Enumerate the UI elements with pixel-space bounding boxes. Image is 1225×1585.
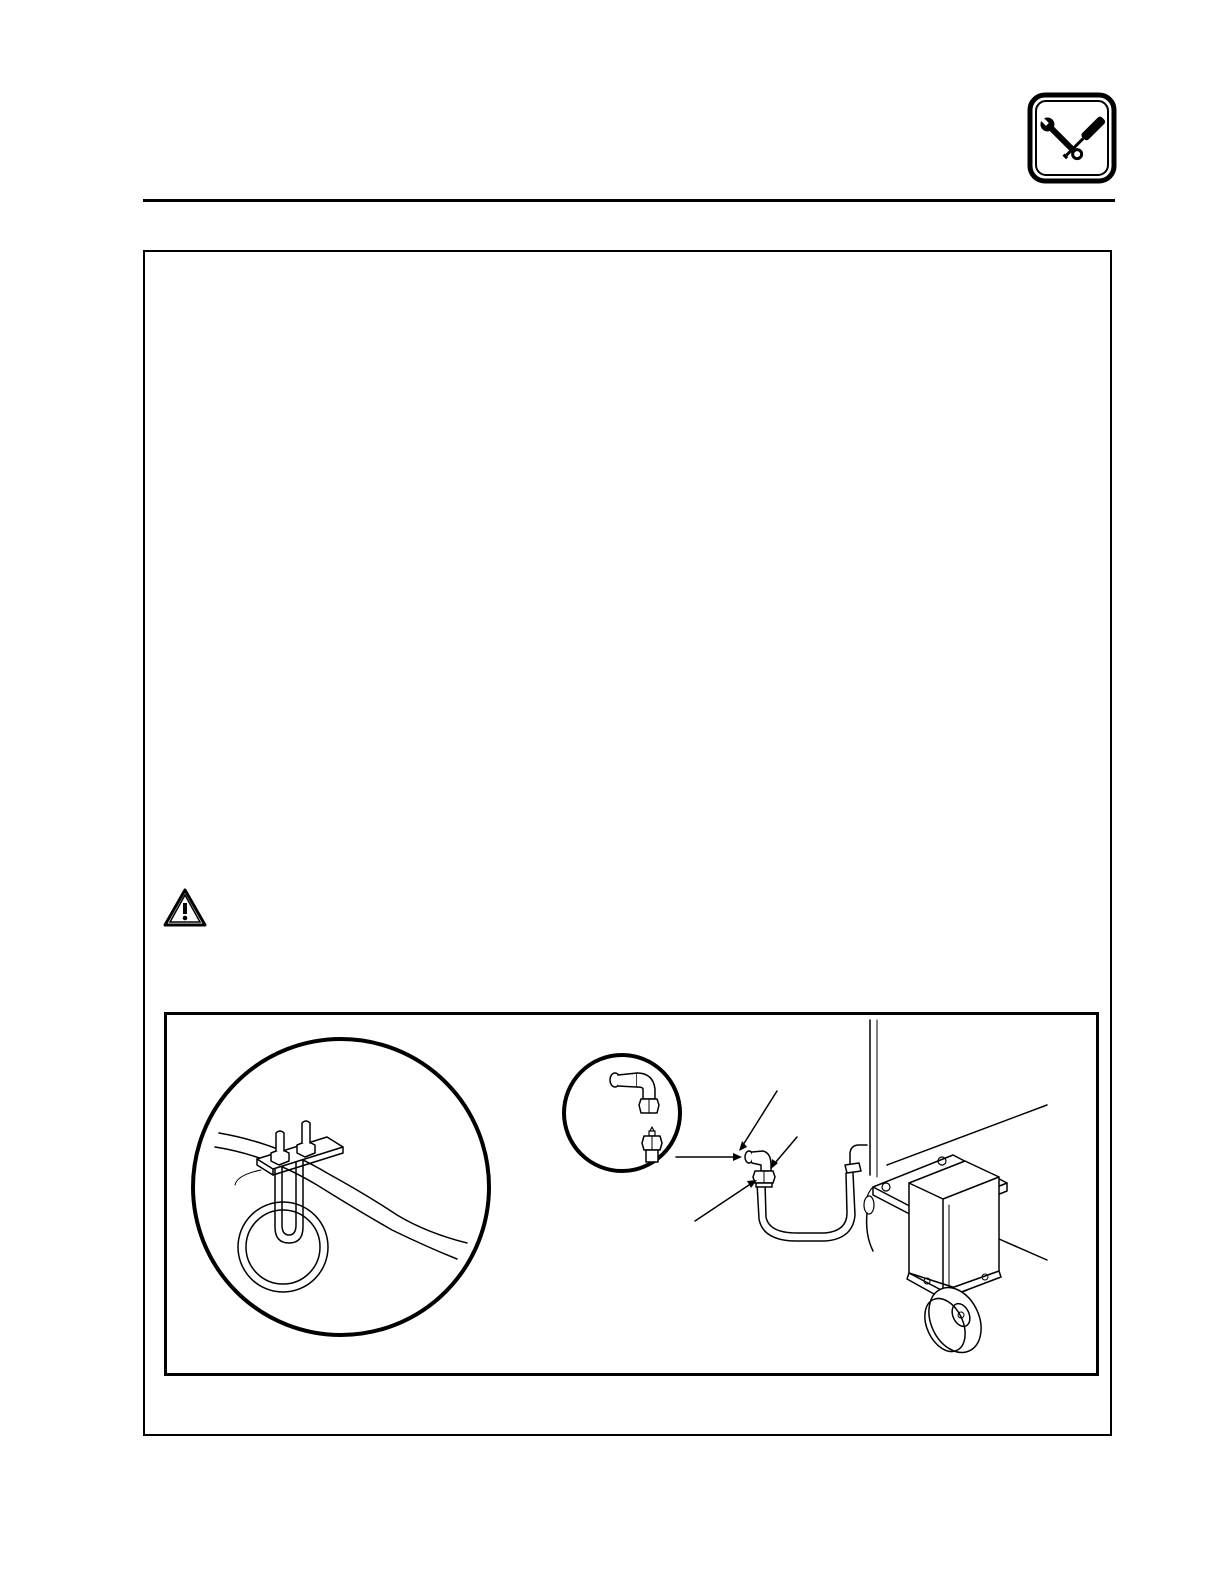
installation-illustration xyxy=(167,1015,1099,1376)
fitting-detail xyxy=(564,1055,742,1171)
u-bolt-detail xyxy=(193,1039,489,1335)
wrench-screwdriver-icon xyxy=(1027,92,1117,184)
warning-triangle-icon xyxy=(162,887,208,929)
figure-panel xyxy=(164,1012,1099,1376)
header-rule xyxy=(143,199,1115,202)
main-assembly-view xyxy=(695,1020,1047,1361)
